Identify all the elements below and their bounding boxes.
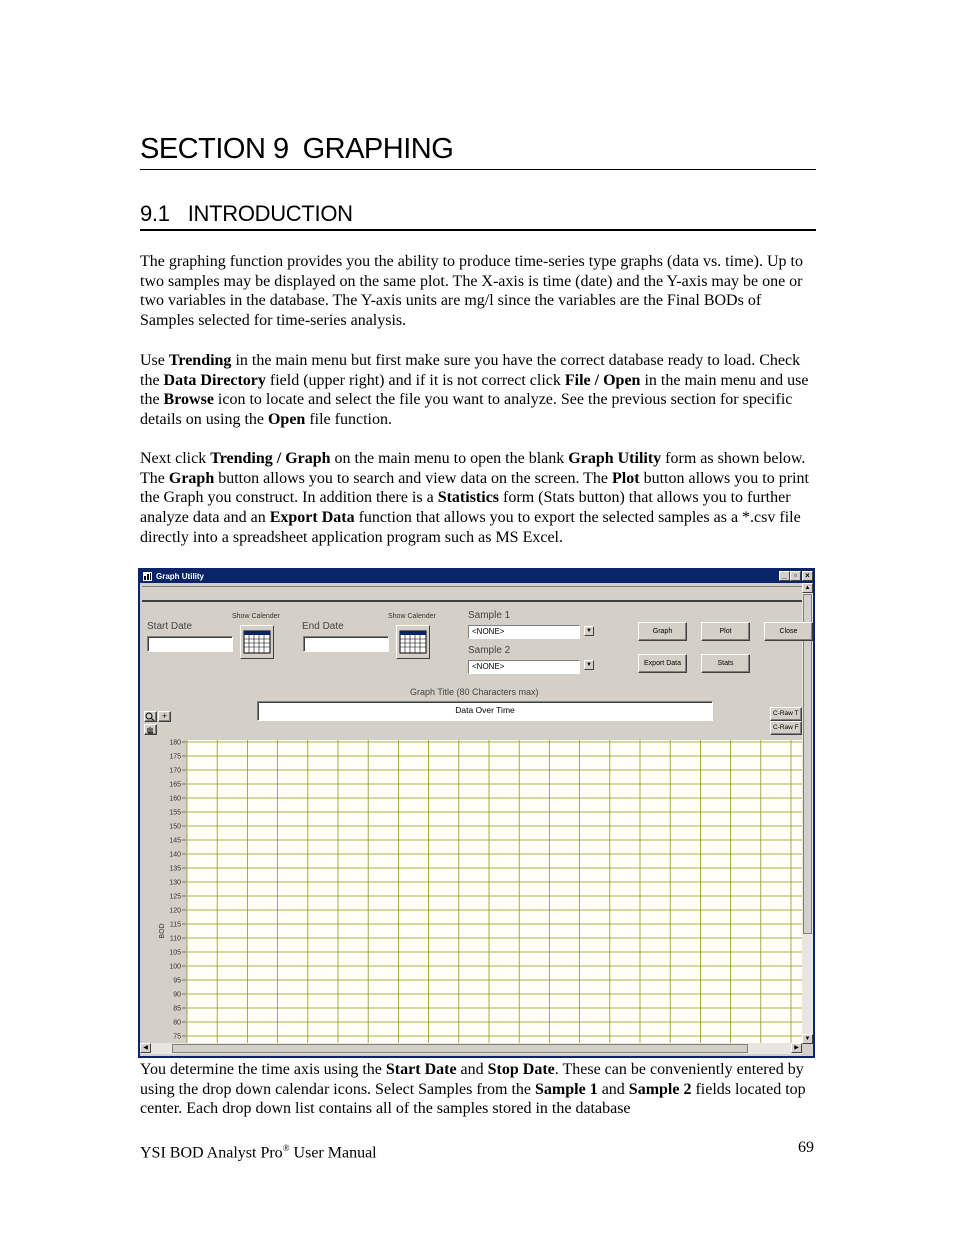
y-tick-label: 120 [169, 907, 181, 915]
subsection-heading [140, 200, 816, 231]
section-number: SECTION 9 [140, 133, 289, 165]
y-tick-label: 115 [169, 921, 181, 929]
start-calendar-button[interactable] [240, 625, 274, 659]
p3-text: function that allows you to export the selected samples as a *.csv file directly into a spreadsheet application program such as MS Excel. [140, 509, 801, 546]
page-number: 69 [798, 1139, 814, 1156]
p3-text: button allows you to print the Graph you construct. In addition there is a [140, 469, 809, 507]
p3-bold: Plot [612, 469, 640, 487]
y-tick-label: 110 [169, 935, 181, 943]
p3-bold: Trending / Graph [210, 450, 331, 467]
close-button[interactable]: Close [764, 622, 813, 641]
calendar-icon [241, 626, 273, 658]
p2-bold: Data Directory [163, 371, 266, 389]
p4-text: . These can be conveniently entered by using the drop down calendar icons. Select Samples from the [140, 1061, 804, 1098]
sample1-select[interactable]: <NONE> [468, 625, 580, 639]
p4-bold: Sample 1 [535, 1080, 598, 1098]
window-title: Graph Utility [156, 572, 205, 581]
y-tick-label: 145 [169, 837, 181, 845]
scroll-left-arrow[interactable]: ◀ [140, 1043, 151, 1053]
p4-bold: Stop Date [487, 1061, 555, 1078]
end-calendar-button[interactable] [396, 625, 430, 659]
p4-bold: Sample 2 [628, 1080, 692, 1098]
maximize-button[interactable]: ▫ [790, 571, 801, 581]
y-axis-label: BOD [159, 923, 166, 939]
y-tick-label: 90 [173, 991, 181, 999]
p2-bold: Open [267, 411, 306, 429]
y-tick-label: 160 [169, 795, 181, 803]
y-tick-label: 155 [169, 809, 181, 817]
minimize-button[interactable]: _ [779, 571, 790, 581]
footer-manual-suffix: User Manual [289, 1144, 377, 1162]
y-tick-label: 75 [173, 1033, 181, 1041]
stats-button[interactable]: Stats [701, 654, 750, 673]
subsection-title: INTRODUCTION [187, 201, 353, 226]
y-tick-label: 175 [169, 753, 181, 761]
end-date-label: End Date [302, 621, 344, 632]
graph-button[interactable]: Graph [638, 622, 687, 641]
graph-app-icon [143, 572, 152, 581]
y-tick-label: 170 [169, 767, 181, 775]
p3-text: on the main menu to open the blank [330, 450, 569, 467]
p4-text: and [456, 1061, 488, 1078]
hand-icon[interactable] [144, 724, 157, 735]
p3-bold: Graph Utility [568, 450, 662, 467]
scroll-thumb[interactable] [803, 594, 812, 934]
y-tick-label: 80 [173, 1019, 181, 1027]
p2-text: in the main menu but first make sure you have the correct database ready to load. Check the [140, 352, 801, 389]
p4-bold: Start Date [385, 1061, 457, 1078]
plus-icon[interactable]: + [158, 711, 171, 722]
hscroll-thumb[interactable] [172, 1044, 748, 1053]
sample2-label: Sample 2 [468, 645, 511, 656]
p2-text: icon to locate and select the file you want to analyze. See the previous section for specific details on using the [140, 391, 793, 429]
show-calendar-label-2: Show Calender [388, 613, 436, 620]
p4-text: You determine the time axis using the [140, 1061, 386, 1078]
y-tick-label: 125 [169, 893, 181, 901]
p3-text: button allows you to search and view data on the screen. The [214, 469, 613, 487]
p4-text: fields located top center. Each drop down list contains all of the samples stored in the database [140, 1080, 806, 1118]
paragraph-1-text: The graphing function provides you the ability to produce time-series type graphs (data vs. time). Up to two samples may be displayed on the same plot. The X-axis is time (date) and the Y-axis may be one or two variables in the database. The Y-axis units are mg/l since the variables are the Final BODs of Samples selected for time-series analysis. [140, 253, 803, 330]
y-tick-label: 95 [173, 977, 181, 985]
sample2-dropdown-icon[interactable]: ▼ [584, 660, 594, 670]
subsection-number: 9.1 [140, 201, 170, 226]
plot-button[interactable]: Plot [701, 622, 750, 641]
window-titlebar[interactable] [140, 570, 813, 583]
close-window-button[interactable]: × [802, 571, 813, 581]
p3-bold: Export Data [269, 509, 355, 527]
scroll-down-arrow[interactable]: ▼ [802, 1034, 813, 1044]
p2-bold: Browse [163, 391, 214, 409]
paragraph-graph-utility [140, 449, 816, 548]
p2-text: field (upper right) and if it is not correct click [265, 371, 565, 389]
c-raw-f-button[interactable]: C-Raw F [770, 721, 802, 735]
p2-text: Use [140, 352, 169, 369]
sample2-select[interactable]: <NONE> [468, 660, 580, 674]
show-calendar-label-1: Show Calender [232, 613, 280, 620]
graph-title-input[interactable]: Data Over Time [257, 701, 713, 721]
zoom-icon[interactable] [144, 711, 157, 722]
footer-manual-title: YSI BOD Analyst Pro [140, 1144, 283, 1162]
p2-text: in the main menu and use the [140, 371, 809, 409]
calendar-icon [397, 626, 429, 658]
p2-bold: Trending [168, 352, 232, 369]
start-date-input[interactable] [147, 636, 233, 652]
paragraph-intro [140, 252, 816, 331]
end-date-input[interactable] [303, 636, 389, 652]
export-data-button[interactable]: Export Data [638, 654, 687, 673]
start-date-label: Start Date [147, 621, 193, 632]
p3-text: form (Stats button) that allows you to further analyze data and an [140, 489, 791, 527]
graph-utility-window [138, 568, 815, 1058]
y-tick-label: 105 [169, 949, 181, 957]
y-tick-label: 100 [169, 963, 181, 971]
y-tick-label: 165 [169, 781, 181, 789]
y-tick-label: 180 [169, 739, 181, 747]
c-raw-t-button[interactable]: C-Raw T [770, 707, 802, 721]
y-tick-label: 85 [173, 1005, 181, 1013]
p3-bold: Graph [168, 469, 215, 487]
scroll-up-arrow[interactable]: ▲ [802, 583, 813, 593]
p4-text: and [597, 1080, 629, 1098]
p3-text: Next click [140, 450, 211, 467]
sample1-dropdown-icon[interactable]: ▼ [584, 626, 594, 636]
y-tick-label: 150 [169, 823, 181, 831]
section-title: GRAPHING [302, 133, 454, 165]
y-tick-label: 130 [169, 879, 181, 887]
p3-bold: Statistics [437, 489, 500, 507]
registered-mark: ® [282, 1143, 290, 1153]
y-tick-label: 140 [169, 851, 181, 859]
graph-title-label: Graph Title (80 Characters max) [410, 687, 539, 697]
p3-text: form as shown below. The [140, 450, 806, 487]
paragraph-time-axis [140, 1060, 816, 1119]
scroll-right-arrow[interactable]: ▶ [791, 1043, 802, 1053]
sample1-label: Sample 1 [468, 610, 511, 621]
paragraph-trending [140, 351, 816, 430]
section-heading [140, 130, 816, 170]
bod-chart [142, 738, 802, 1043]
p2-text: file function. [305, 411, 392, 429]
page-footer [140, 1138, 816, 1163]
p2-bold: File / Open [564, 371, 641, 389]
y-tick-label: 135 [169, 865, 181, 873]
